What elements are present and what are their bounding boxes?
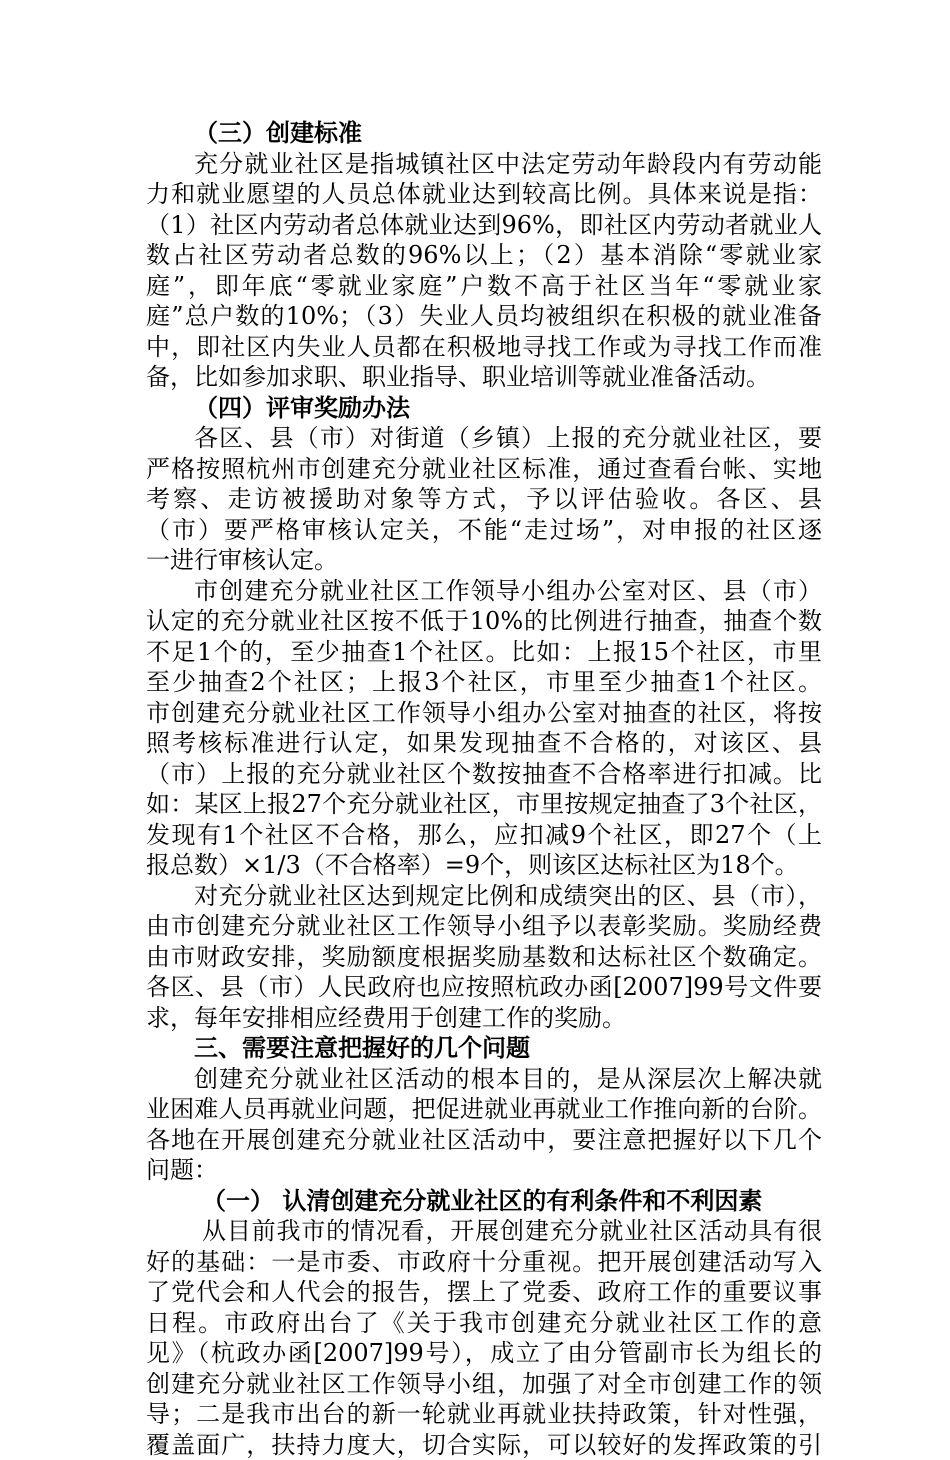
text-line: 至少抽查2个社区；上报3个社区，市里至少抽查1个社区。 <box>146 667 822 698</box>
text-line: （市）要严格审核认定关，不能“走过场”，对申报的社区逐 <box>146 515 822 546</box>
text-line: 严格按照杭州市创建充分就业社区标准，通过查看台帐、实地 <box>146 454 822 485</box>
text-line: 由市创建充分就业社区工作领导小组予以表彰奖励。奖励经费 <box>146 911 822 942</box>
text-line: 业困难人员再就业问题，把促进就业再就业工作推向新的台阶。 <box>146 1094 822 1125</box>
text-line: 数占社区劳动者总数的96%以上；（2）基本消除“零就业家 <box>146 240 822 271</box>
text-line: （市）上报的充分就业社区个数按抽查不合格率进行扣减。比 <box>146 759 822 790</box>
paragraph-review-3 <box>146 881 822 1034</box>
text-line: 由市财政安排，奖励额度根据奖励基数和达标社区个数确定。 <box>146 942 822 973</box>
text-line: 各地在开展创建充分就业社区活动中，要注意把握好以下几个 <box>146 1125 822 1156</box>
text-line: 日程。市政府出台了《关于我市创建充分就业社区工作的意 <box>146 1308 822 1339</box>
paragraph-review-1 <box>146 423 822 576</box>
text-line: 发现有1个社区不合格，那么，应扣减9个社区，即27个（上 <box>146 820 822 851</box>
text-line: 好的基础：一是市委、市政府十分重视。把开展创建活动写入 <box>146 1247 822 1278</box>
text-line: 如：某区上报27个充分就业社区，市里按规定抽查了3个社区， <box>146 789 822 820</box>
section-heading-key-issues: 三、需要注意把握好的几个问题 <box>146 1033 822 1064</box>
text-line: 报总数）×1/3（不合格率）=9个，则该区达标社区为18个。 <box>146 850 822 881</box>
text-line: 问题： <box>146 1155 822 1186</box>
text-line: 创建充分就业社区工作领导小组，加强了对全市创建工作的领 <box>146 1369 822 1400</box>
text-line: 市创建充分就业社区工作领导小组办公室对抽查的社区，将按 <box>146 698 822 729</box>
section-heading-creation-standard: （三）创建标准 <box>146 118 822 149</box>
text-line: 从目前我市的情况看，开展创建充分就业社区活动具有很 <box>146 1216 822 1247</box>
paragraph-creation-standard <box>146 149 822 393</box>
text-line: 备，比如参加求职、职业指导、职业培训等就业准备活动。 <box>146 362 822 393</box>
text-line: 一进行审核认定。 <box>146 545 822 576</box>
text-line: 庭”，即年底“零就业家庭”户数不高于社区当年“零就业家 <box>146 271 822 302</box>
text-line: 不足1个的，至少抽查1个社区。比如：上报15个社区，市里 <box>146 637 822 668</box>
text-line: 认定的充分就业社区按不低于10%的比例进行抽查，抽查个数 <box>146 606 822 637</box>
text-line: 中，即社区内失业人员都在积极地寻找工作或为寻找工作而准 <box>146 332 822 363</box>
paragraph-conditions <box>146 1216 822 1460</box>
text-line: 市创建充分就业社区工作领导小组办公室对区、县（市） <box>146 576 822 607</box>
text-line: 了党代会和人代会的报告，摆上了党委、政府工作的重要议事 <box>146 1277 822 1308</box>
text-line: 覆盖面广，扶持力度大，切合实际，可以较好的发挥政策的引 <box>146 1430 822 1460</box>
text-line: 各区、县（市）人民政府也应按照杭政办函[2007]99号文件要 <box>146 972 822 1003</box>
section-heading-review-reward: （四）评审奖励办法 <box>146 393 822 424</box>
text-line: 力和就业愿望的人员总体就业达到较高比例。具体来说是指： <box>146 179 822 210</box>
text-line: 见》（杭政办函[2007]99号），成立了由分管副市长为组长的 <box>146 1338 822 1369</box>
text-line: 考察、走访被援助对象等方式，予以评估验收。各区、县 <box>146 484 822 515</box>
text-line: 导；二是我市出台的新一轮就业再就业扶持政策，针对性强， <box>146 1399 822 1430</box>
text-line: 对充分就业社区达到规定比例和成绩突出的区、县（市）， <box>146 881 822 912</box>
paragraph-review-2 <box>146 576 822 881</box>
text-line: 各区、县（市）对街道（乡镇）上报的充分就业社区，要 <box>146 423 822 454</box>
paragraph-key-issues <box>146 1064 822 1186</box>
text-line: 照考核标准进行认定，如果发现抽查不合格的，对该区、县 <box>146 728 822 759</box>
text-line: （1）社区内劳动者总体就业达到96%，即社区内劳动者就业人 <box>146 210 822 241</box>
section-heading-conditions: （一） 认清创建充分就业社区的有利条件和不利因素 <box>146 1186 822 1217</box>
text-line: 创建充分就业社区活动的根本目的，是从深层次上解决就 <box>146 1064 822 1095</box>
text-line: 充分就业社区是指城镇社区中法定劳动年龄段内有劳动能 <box>146 149 822 180</box>
text-line: 求，每年安排相应经费用于创建工作的奖励。 <box>146 1003 822 1034</box>
text-line: 庭”总户数的10%；（3）失业人员均被组织在积极的就业准备 <box>146 301 822 332</box>
